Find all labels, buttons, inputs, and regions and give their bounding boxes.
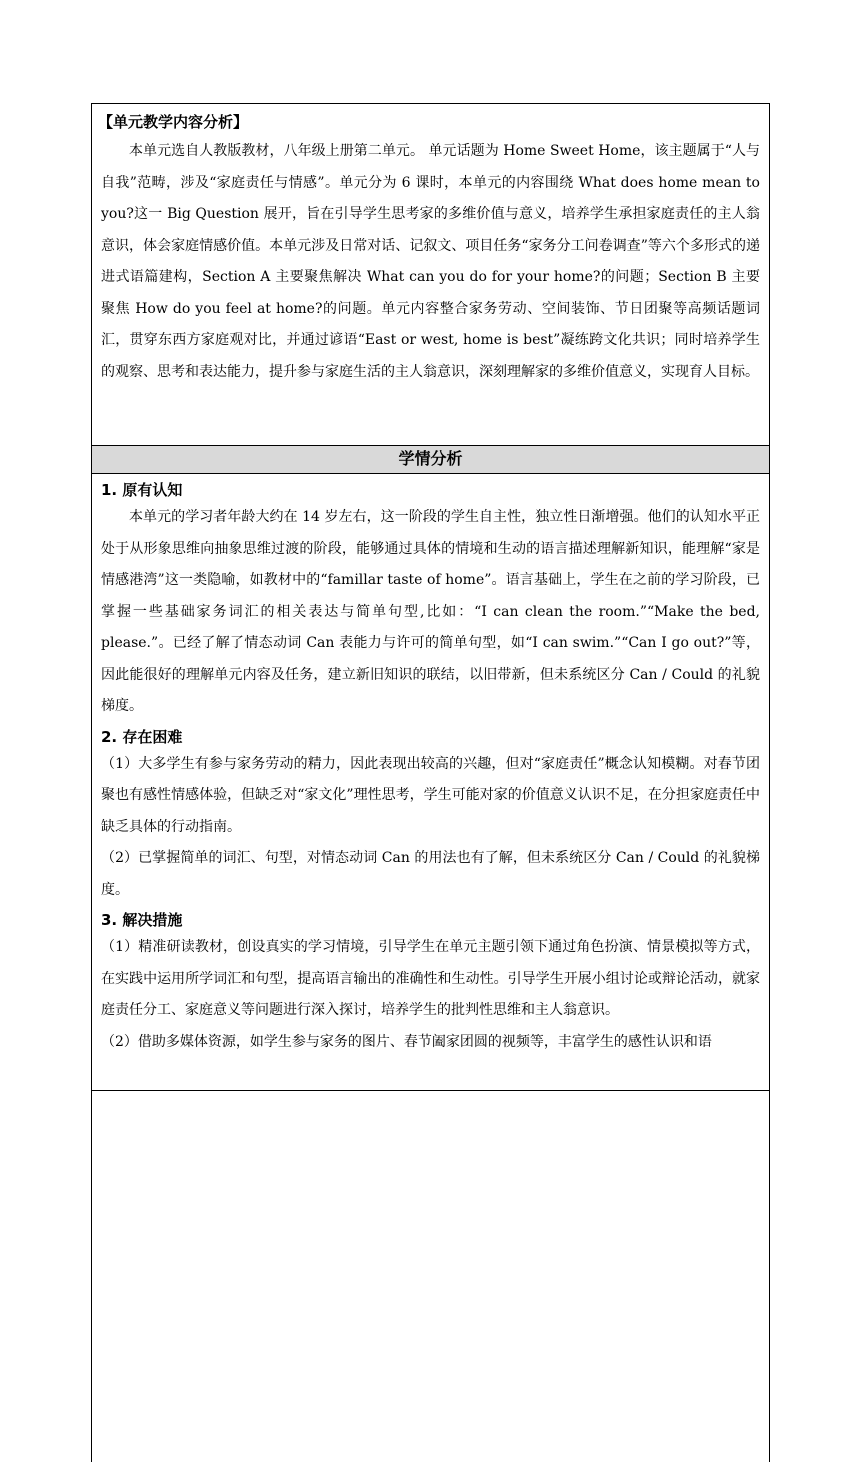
table-bottom-border bbox=[91, 1090, 770, 1091]
unit-analysis-title: 【单元教学内容分析】 bbox=[98, 113, 249, 131]
difficulty-item: （2）已掌握简单的词汇、句型，对情态动词 Can 的用法也有了解，但未系统区分 Can / Could 的礼貌梯度。 bbox=[101, 850, 760, 898]
learner-analysis-cell bbox=[92, 474, 769, 1462]
unit-analysis-paragraph: 本单元选自人教版教材，八年级上册第二单元。 单元话题为 Home Sweet Home，该主题属于“人与自我”范畴，涉及“家庭责任与情感”。单元分为 6 课时，本单元的内容围绕 What does home mean to you?这一 Big Question 展开，旨在引导学生思考家的多维价值与意义，培养学生承担家庭责任的主人翁意识，体会家庭情感价值。本单元涉及日常对话、记叙文、项目任务“家务分工问卷调查”等六个多形式的递进式语篇建构，Section A 主要聚焦解决 What can you do for your home?的问题；Section B 主要聚焦 How do you feel at home?的问题。单元内容整合家务劳动、空间装饰、节日团聚等高频话题词汇，贯穿东西方家庭观对比，并通过谚语“East or west, home is best”凝练跨文化共识；同时培养学生的观察、思考和表达能力，提升参与家庭生活的主人翁意识，深刻理解家的多维价值意义，实现育人目标。 bbox=[101, 143, 760, 380]
prior-knowledge-heading: 1. 原有认知 bbox=[101, 481, 183, 499]
lesson-plan-table bbox=[91, 103, 770, 1462]
difficulty-item: （1）大多学生有参与家务劳动的精力，因此表现出较高的兴趣，但对“家庭责任”概念认知模糊。对春节团聚也有感性情感体验，但缺乏对“家文化”理性思考，学生可能对家的价值意义认识不足，在分担家庭责任中缺乏具体的行动指南。 bbox=[101, 755, 760, 835]
prior-knowledge-paragraph: 本单元的学习者年龄大约在 14 岁左右，这一阶段的学生自主性，独立性日渐增强。他们的认知水平正处于从形象思维向抽象思维过渡的阶段，能够通过具体的情境和生动的语言描述理解新知识，能理解“家是情感港湾”这一类隐喻，如教材中的“famillar taste of home”。语言基础上，学生在之前的学习阶段，已掌握一些基础家务词汇的相关表达与简单句型,比如：“I can clean the room.”“Make the bed, please.”。已经了解了情态动词 Can 表能力与许可的简单句型，如“I can swim.”“Can I go out?”等，因此能很好的理解单元内容及任务，建立新旧知识的联结，以旧带新，但未系统区分 Can / Could 的礼貌梯度。 bbox=[101, 509, 760, 714]
learner-analysis-band: 学情分析 bbox=[92, 446, 769, 474]
unit-analysis-cell bbox=[92, 104, 769, 446]
difficulties-heading: 2. 存在困难 bbox=[101, 727, 183, 746]
measure-item: （1）精准研读教材，创设真实的学习情境，引导学生在单元主题引领下通过角色扮演、情景模拟等方式，在实践中运用所学词汇和句型，提高语言输出的准确性和生动性。引导学生开展小组讨论或辩论活动，就家庭责任分工、家庭意义等问题进行深入探讨，培养学生的批判性思维和主人翁意识。 bbox=[101, 939, 760, 1018]
measure-item: （2）借助多媒体资源，如学生参与家务的图片、春节阖家团圆的视频等，丰富学生的感性认识和语 bbox=[101, 1033, 712, 1050]
measures-heading: 3. 解决措施 bbox=[101, 911, 183, 929]
